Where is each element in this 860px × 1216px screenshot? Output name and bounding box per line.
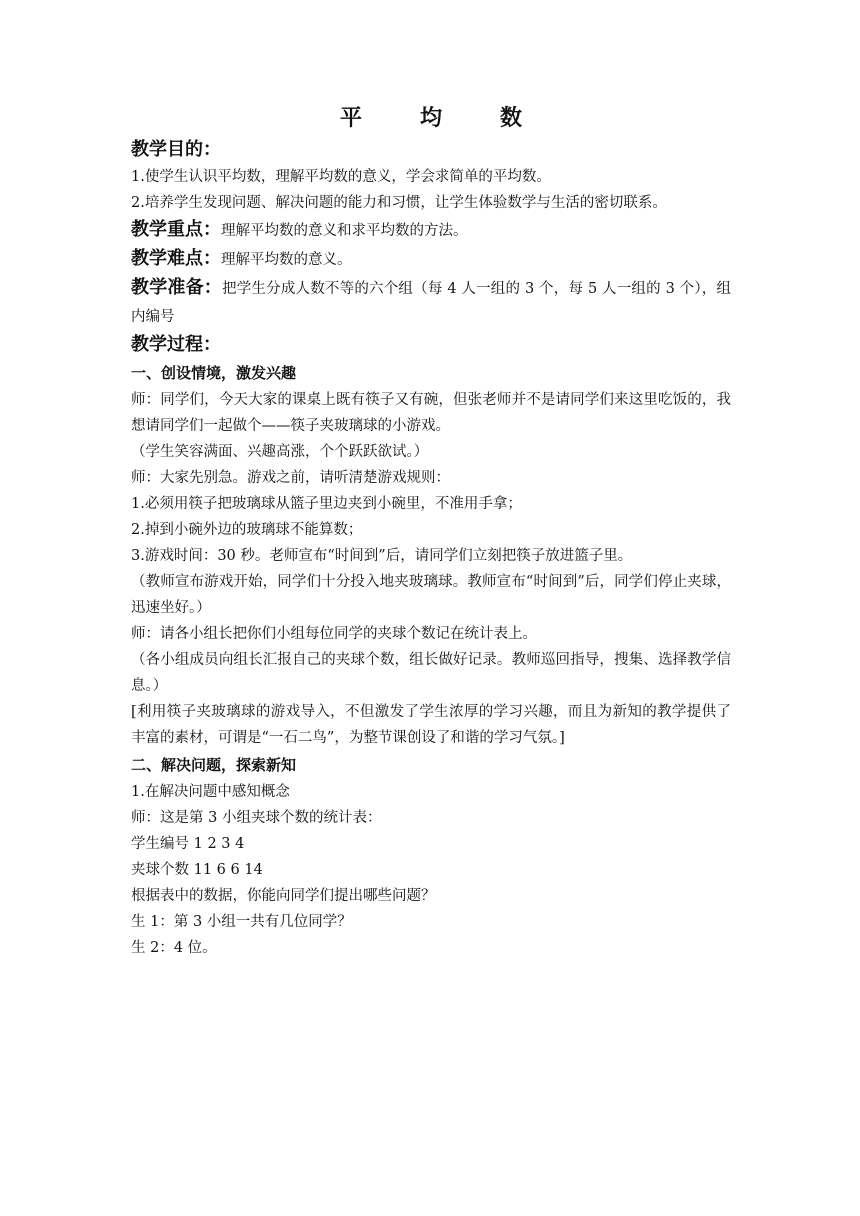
key-point — [131, 216, 731, 245]
section-2-heading: 二、解决问题，探索新知 — [131, 756, 297, 774]
objectives-heading: 教学目的： — [131, 139, 221, 160]
process-heading: 教学过程： — [131, 334, 221, 355]
section-2-paragraph: 师：这是第 3 小组夹球个数的统计表： — [131, 810, 382, 826]
game-rule-2: 2.掉到小碗外边的玻璃球不能算数； — [131, 522, 363, 538]
section-2-paragraph: 根据表中的数据，你能向同学们提出哪些问题？ — [131, 888, 436, 904]
section-1-paragraph: 师：同学们，今天大家的课桌上既有筷子又有碗，但张老师并不是请同学们来这里吃饭的，我想请同学们一起做个——筷子夹玻璃球的小游戏。 — [131, 392, 731, 434]
difficulty — [131, 245, 731, 274]
difficulty-text: 理解平均数的意义。 — [221, 252, 352, 268]
section-1-paragraph: （各小组成员向组长汇报自己的夹球个数，组长做好记录。教师巡回指导，搜集、选择教学信息。） — [131, 652, 731, 694]
stats-table-row-counts: 夹球个数 11 6 6 14 — [131, 862, 263, 878]
objective-item-2: 2.培养学生发现问题、解决问题的能力和习惯，让学生体验数学与生活的密切联系。 — [131, 195, 667, 211]
preparation-label: 教学准备： — [131, 277, 223, 298]
key-point-text: 理解平均数的意义和求平均数的方法。 — [221, 223, 468, 239]
section-1-paragraph: 师：大家先别急。游戏之前，请听清楚游戏规则： — [131, 470, 450, 486]
document-title: 平 均 数 — [339, 106, 540, 131]
difficulty-label: 教学难点： — [131, 248, 221, 269]
section-2-paragraph: 生 1：第 3 小组一共有几位同学？ — [131, 914, 352, 930]
objective-item-1: 1.使学生认识平均数，理解平均数的意义，学会求简单的平均数。 — [131, 169, 551, 185]
key-point-label: 教学重点： — [131, 219, 221, 240]
game-rule-1: 1.必须用筷子把玻璃球从篮子里边夹到小碗里，不准用手拿； — [131, 496, 522, 512]
section-2-paragraph: 生 2：4 位。 — [131, 940, 217, 956]
game-rule-3: 3.游戏时间：30 秒。老师宣布“时间到”后，请同学们立刻把筷子放进篮子里。 — [131, 548, 633, 564]
preparation — [131, 274, 731, 331]
section-1-paragraph: （教师宣布游戏开始，同学们十分投入地夹玻璃球。教师宣布“时间到”后，同学们停止夹球，迅速坐好。） — [131, 574, 731, 616]
section-1-heading: 一、创设情境，激发兴趣 — [131, 364, 297, 382]
section-2-subheading: 1.在解决问题中感知概念 — [131, 784, 290, 800]
section-1-paragraph: 师：请各小组长把你们小组每位同学的夹球个数记在统计表上。 — [131, 626, 537, 642]
document-body — [131, 102, 731, 961]
preparation-text: 把学生分成人数不等的六个组（每 4 人一组的 3 个，每 5 人一组的 3 个），组内编号 — [131, 281, 731, 325]
section-1-commentary: [利用筷子夹玻璃球的游戏导入，不但激发了学生浓厚的学习兴趣，而且为新知的教学提供了丰富的素材，可谓是“一石二鸟”，为整节课创设了和谐的学习气氛。] — [131, 704, 731, 746]
stats-table-row-ids: 学生编号 1 2 3 4 — [131, 836, 245, 852]
section-1-paragraph: （学生笑容满面、兴趣高涨，个个跃跃欲试。） — [131, 444, 429, 460]
